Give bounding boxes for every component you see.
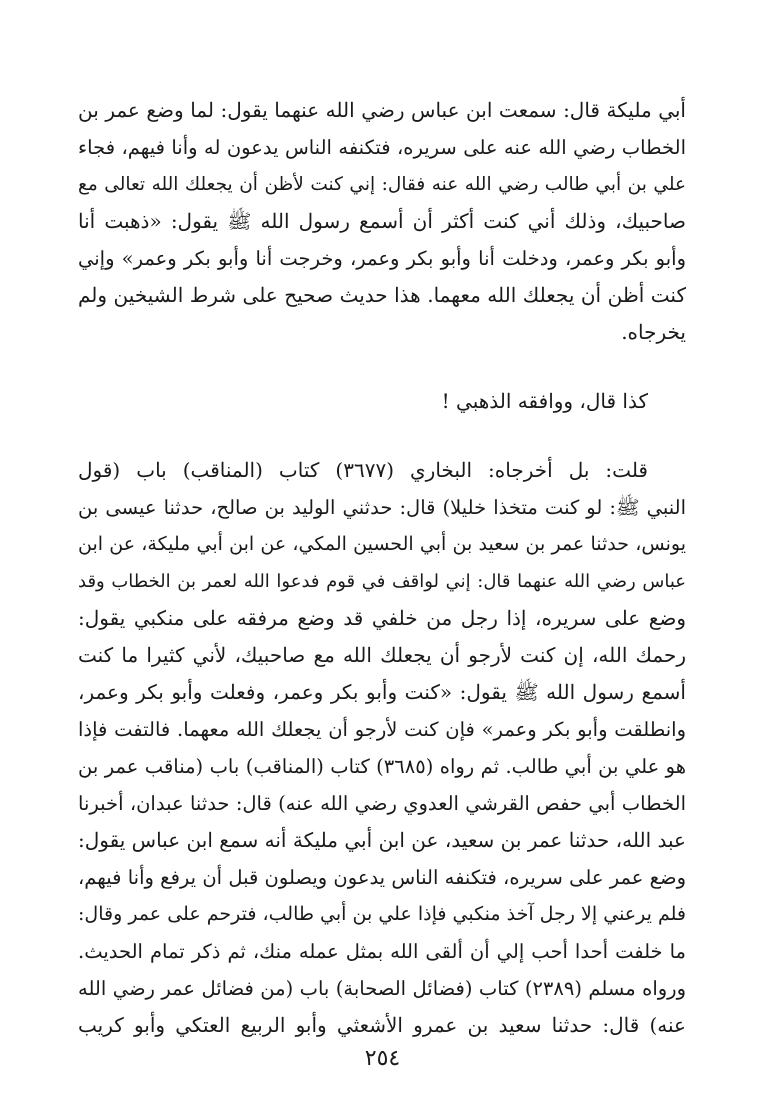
text-line: الخطاب أبي حفص القرشي العدوي رضي الله عنه) قال: حدثنا عبدان، أخبرنا — [78, 792, 686, 815]
text-line: أسمع رسول الله ﷺ يقول: «كنت وأبو بكر وعمر، وفعلت وأبو بكر وعمر، — [78, 680, 686, 704]
text-line: النبي ﷺ: لو كنت متخذا خليلا) قال: حدثني الوليد بن صالح، حدثنا عيسى بن — [78, 496, 686, 519]
text-line: صاحبيك، وذلك أني كنت أكثر أن أسمع رسول الله ﷺ يقول: «ذهبت أنا — [78, 209, 686, 233]
body-text — [78, 92, 686, 1044]
text-line: ورواه مسلم (٢٣٨٩) كتاب (فضائل الصحابة) باب (من فضائل عمر رضي الله — [78, 977, 686, 1000]
text-line: رحمك الله، إن كنت لأرجو أن يجعلك الله مع صاحبيك، لأني كثيرا ما كنت — [78, 643, 686, 667]
text-line: علي بن أبي طالب رضي الله عنه فقال: إني كنت لأظن أن يجعلك الله تعالى مع — [78, 174, 686, 195]
text-line: عبد الله، حدثنا عمر بن سعيد، عن ابن أبي مليكة أنه سمع ابن عباس يقول: — [78, 828, 686, 852]
text-line: وانطلقت وأبو بكر وعمر» فإن كنت لأرجو أن يجعلك الله معهما. فالتفت فإذا — [78, 718, 686, 741]
text-line: يونس، حدثنا عمر بن سعيد بن أبي الحسين المكي، عن ابن أبي مليكة، عن ابن — [78, 533, 686, 555]
text-line: كنت أظن أن يجعلك الله معهما. هذا حديث صحيح على شرط الشيخين ولم — [78, 283, 686, 307]
text-line: عنه) قال: حدثنا سعيد بن عمرو الأشعثي وأبو الربيع العتكي وأبو كريب — [78, 1013, 686, 1037]
text-line: وضع على سريره، إذا رجل من خلفي قد وضع مرفقه على منكبي يقول: — [78, 606, 686, 630]
text-line: يخرجاه. — [621, 320, 686, 344]
text-line: الخطاب رضي الله عنه على سريره، فتكنفه الناس يدعون له وأنا فيهم، فجاء — [78, 136, 686, 159]
paragraph-commentary — [78, 452, 686, 1044]
text-line: هو علي بن أبي طالب. ثم رواه (٣٦٨٥) كتاب (المناقب) باب (مناقب عمر بن — [78, 755, 686, 778]
text-line: وضع عمر على سريره، فتكنفه الناس يدعون ويصلون قبل أن يرفع وأنا فيهم، — [78, 866, 686, 889]
page-number: ٢٥٤ — [364, 1046, 401, 1071]
text-line: أبي مليكة قال: سمعت ابن عباس رضي الله عنهما يقول: لما وضع عمر بن — [78, 98, 686, 122]
text-line: كذا قال، ووافقه الذهبي ! — [441, 389, 648, 413]
paragraph-hadith-text — [78, 92, 686, 351]
text-line: فلم يرعني إلا رجل آخذ منكبي فإذا علي بن أبي طالب، فترحم على عمر وقال: — [78, 903, 686, 925]
text-line: قلت: بل أخرجاه: البخاري (٣٦٧٧) كتاب (المناقب) باب (قول — [78, 458, 648, 482]
text-line: ما خلفت أحدا أحب إلي أن ألقى الله بمثل عمله منك، ثم ذكر تمام الحديث. — [78, 940, 686, 963]
paragraph-dhahabi-note — [78, 383, 686, 420]
text-line: وأبو بكر وعمر، ودخلت أنا وأبو بكر وعمر، وخرجت أنا وأبو بكر وعمر» وإني — [78, 247, 686, 270]
text-line: عباس رضي الله عنهما قال: إني لواقف في قوم فدعوا الله لعمر بن الخطاب وقد — [78, 571, 686, 592]
